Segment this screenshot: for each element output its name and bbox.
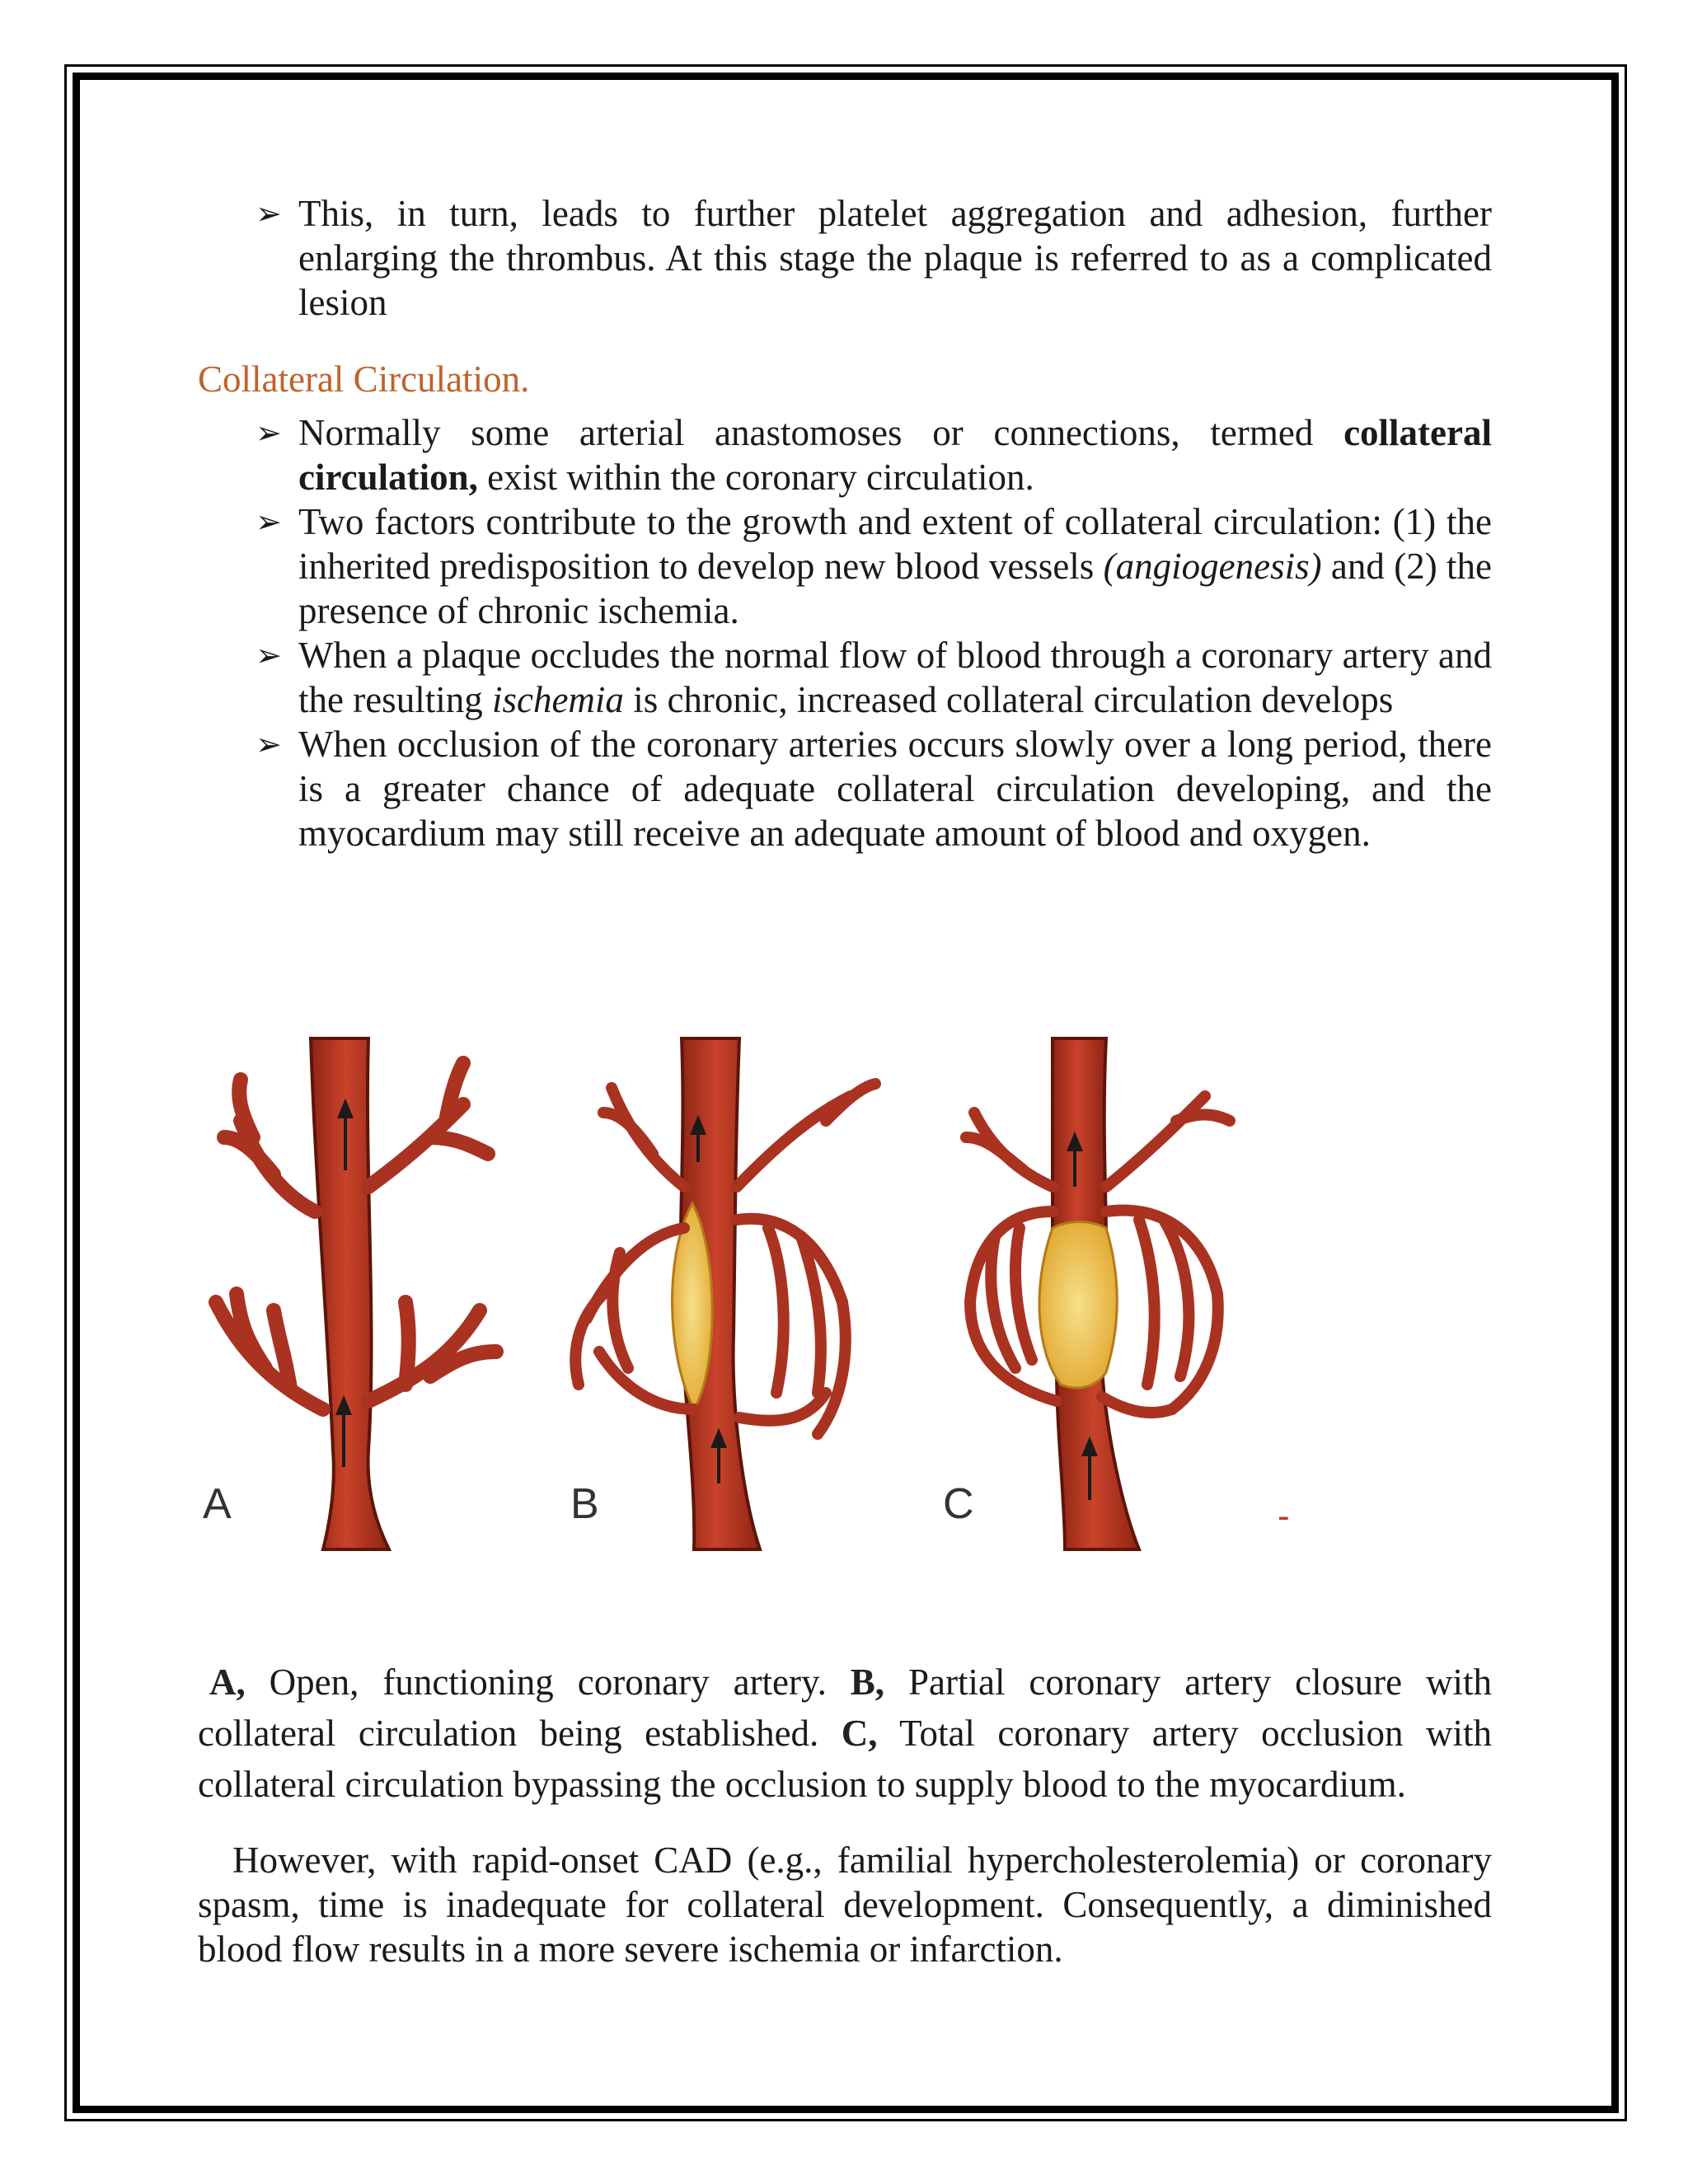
artery-a xyxy=(216,1038,496,1549)
arrow-bullet-icon: ➢ xyxy=(256,504,282,540)
section-heading: Collateral Circulation. xyxy=(198,359,530,400)
bullet-text: When occlusion of the coronary arteries occurs slowly over a long period, there is a greater chance of adequate collateral circulation developing, and the myocardium may still receive an adequate amount of blood and oxygen. xyxy=(298,724,1492,854)
bullet-text: Two factors contribute to the growth and extent of collateral circulation: (1) the inherited predisposition to develop new blood vessels xyxy=(298,501,1492,587)
bullet-text: When a plaque occludes the normal flow of blood through a coronary artery and the resulting xyxy=(298,635,1492,720)
closing-paragraph: However, with rapid-onset CAD (e.g., familial hypercholesterolemia) or coronary spasm, time is inadequate for collateral development. Consequently, a diminished blood flow results in a more severe ischemia or infarction. xyxy=(198,1840,1492,1970)
bullet-item xyxy=(198,722,1492,855)
artery-b xyxy=(575,1038,875,1549)
bullet-text: exist within the coronary circulation. xyxy=(477,457,1034,498)
bullet-item xyxy=(198,633,1492,722)
figure-label-c: C xyxy=(943,1480,974,1528)
caption-text-c: Total coronary artery occlusion with collateral circulation bypassing the occlusion to supply blood to the myocardium. xyxy=(198,1713,1492,1805)
collateral-circulation-figure xyxy=(191,1022,1329,1566)
arrow-bullet-icon: ➢ xyxy=(256,726,282,762)
bullet-item xyxy=(198,410,1492,499)
bullet-list-collateral xyxy=(198,410,1492,855)
figure-mark: - xyxy=(1278,1496,1290,1536)
bullet-list-top xyxy=(198,191,1492,325)
bullet-item xyxy=(198,499,1492,633)
italic-term: (angiogenesis) xyxy=(1103,546,1322,587)
caption-label-b: B, xyxy=(850,1661,885,1703)
arrow-bullet-icon: ➢ xyxy=(256,415,282,451)
caption-text-b: Partial coronary artery closure with collateral circulation being established. xyxy=(198,1661,1492,1754)
bullet-text: Normally some arterial anastomoses or connections, termed xyxy=(298,412,1344,453)
caption-label-a: A, xyxy=(209,1661,246,1703)
arrow-bullet-icon: ➢ xyxy=(256,637,282,673)
figure-caption xyxy=(198,1657,1492,1810)
bold-term: collateral circulation, xyxy=(298,412,1492,498)
italic-term: ischemia xyxy=(491,679,624,720)
bullet-text: and (2) the presence of chronic ischemia. xyxy=(298,546,1492,631)
caption-text-a: Open, functioning coronary artery. xyxy=(245,1661,851,1703)
main-content xyxy=(198,191,1492,855)
bullet-item xyxy=(198,191,1492,325)
caption-label-c: C, xyxy=(841,1713,878,1754)
figure-label-b: B xyxy=(570,1480,599,1528)
figure-label-a: A xyxy=(203,1480,232,1528)
artery-illustration xyxy=(191,1022,1329,1566)
bullet-text: is chronic, increased collateral circulation develops xyxy=(623,679,1394,720)
arrow-bullet-icon: ➢ xyxy=(256,195,282,232)
artery-c xyxy=(966,1038,1230,1549)
bullet-text: This, in turn, leads to further platelet aggregation and adhesion, further enlarging the thrombus. At this stage the plaque is referred to as a complicated lesion xyxy=(298,193,1492,323)
